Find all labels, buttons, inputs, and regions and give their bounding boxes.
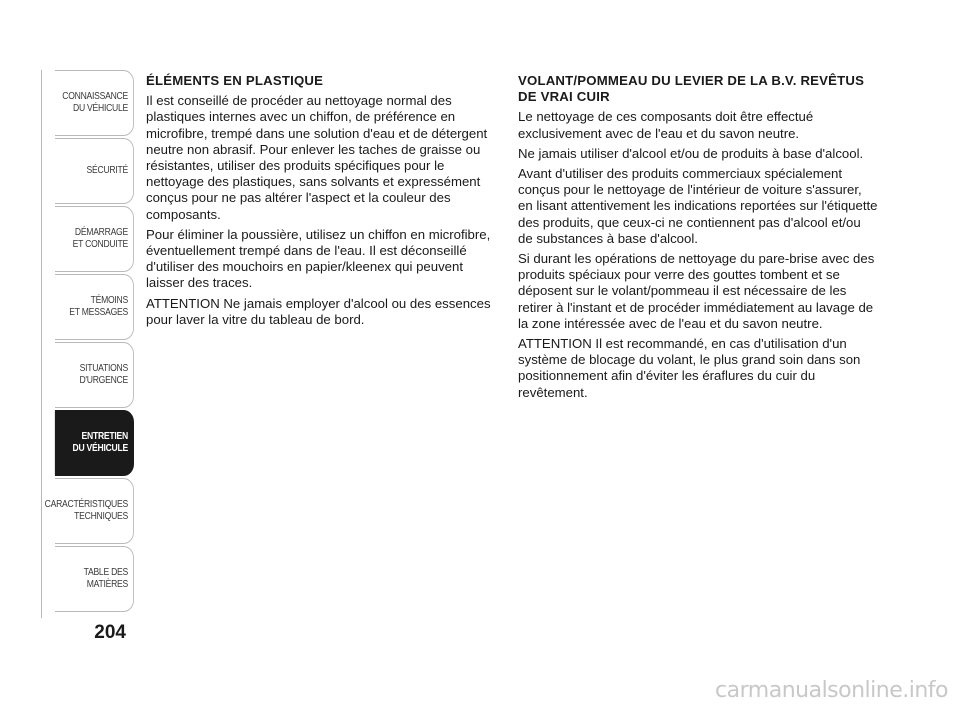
- tab-situations-d-urgence[interactable]: [55, 342, 134, 408]
- paragraph: ATTENTION Il est recommandé, en cas d'utilisation d'un système de blocage du volant, le plus grand soin dans son positionnement afin d'éviter les éraflures du cuir du revêtement.: [518, 336, 861, 400]
- tab-table-des-matieres[interactable]: [55, 546, 134, 612]
- paragraph: Pour éliminer la poussière, utilisez un chiffon en microfibre, éventuellement trempé dans de l'eau. Il est déconseillé d'utiliser des mouchoirs en papier/kleenex qui peuvent laisser des traces.: [146, 226, 491, 291]
- tab-caracteristiques-techniques[interactable]: [44, 478, 134, 544]
- tab-label: CARACTÉRISTIQUES TECHNIQUES: [44, 499, 128, 522]
- tab-label: ENTRETIEN DU VÉHICULE: [72, 431, 128, 454]
- tab-label: CONNAISSANCE DU VÉHICULE: [62, 91, 128, 114]
- tab-demarrage-et-conduite[interactable]: [55, 206, 134, 272]
- tab-temoins-et-messages[interactable]: [55, 274, 134, 340]
- page-number: 204: [94, 622, 126, 643]
- tab-entretien-du-vehicule[interactable]: [55, 410, 134, 476]
- paragraph: Le nettoyage de ces composants doit être effectué exclusivement avec de l'eau et du savon neutre.: [518, 109, 814, 141]
- section-heading-volant-cuir: VOLANT/POMMEAU DU LEVIER DE LA B.V. REVÊTUS DE VRAI CUIR: [518, 73, 865, 105]
- tab-label: DÉMARRAGE ET CONDUITE: [72, 227, 128, 250]
- tab-connaissance-du-vehicule[interactable]: [55, 70, 134, 136]
- left-column: [146, 73, 498, 332]
- watermark-text: carmanualsonline.info: [715, 678, 948, 703]
- sidebar-divider: [41, 70, 42, 618]
- right-column: [518, 73, 878, 405]
- tab-label: TÉMOINS ET MESSAGES: [69, 295, 128, 318]
- tab-label: SITUATIONS D'URGENCE: [79, 363, 128, 386]
- paragraph: Ne jamais utiliser d'alcool et/ou de produits à base d'alcool.: [518, 145, 864, 161]
- tab-securite[interactable]: [55, 138, 134, 204]
- tab-label: SÉCURITÉ: [86, 165, 128, 176]
- paragraph: Il est conseillé de procéder au nettoyage normal des plastiques internes avec un chiffon, de préférence en microfibre, trempé dans une solution d'eau et de détergent neutre non abrasif. Pour enlever les taches de graisse ou résistantes, utiliser des produits spécifiques pour le nettoyage des plastiques, sans solvants et expressément conçus pour ne pas altérer l'aspect et la couleur des composants.: [146, 93, 488, 222]
- section-heading-plastiques: ÉLÉMENTS EN PLASTIQUE: [146, 73, 324, 88]
- tab-label: TABLE DES MATIÈRES: [83, 567, 128, 590]
- paragraph: ATTENTION Ne jamais employer d'alcool ou des essences pour laver la vitre du tableau de bord.: [146, 295, 491, 327]
- paragraph: Avant d'utiliser des produits commerciaux spécialement conçus pour le nettoyage de l'intérieur de voiture s'assurer, en lisant attentivement les indications reportées sur l'étiquette des produits, que ceux-ci ne contiennent pas d'alcool et/ou de substances à base d'alcool.: [518, 166, 878, 246]
- paragraph: Si durant les opérations de nettoyage du pare-brise avec des produits spéciaux pour verre des gouttes tombent et se déposent sur le volant/pommeau il est nécessaire de les retirer à l'instant et de procéder immédiatement au lavage de la zone intéressée avec de l'eau et du savon neutre.: [518, 251, 875, 331]
